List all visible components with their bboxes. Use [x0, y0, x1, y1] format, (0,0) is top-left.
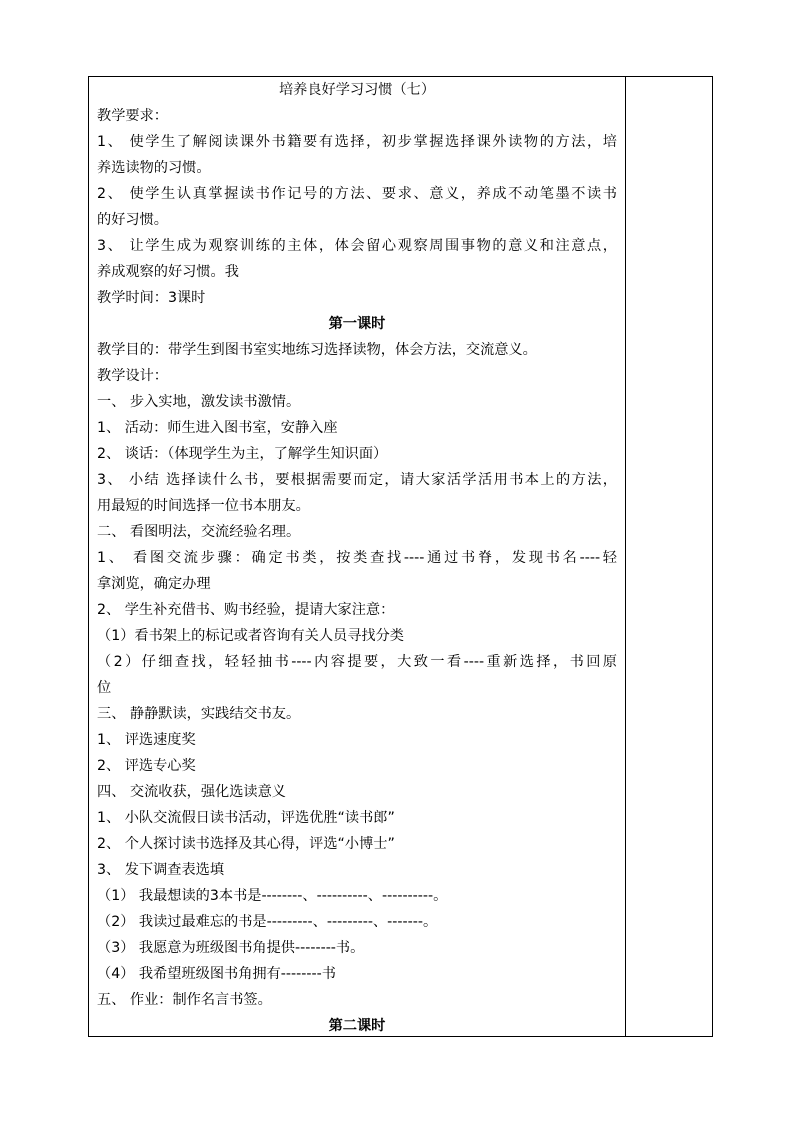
text-line: 1、 评选速度奖	[97, 732, 196, 748]
text-line: 四、 交流收获，强化选读意义	[97, 784, 286, 800]
text-line: （2） 我读过最难忘的书是---------、---------、-------。	[97, 914, 438, 930]
section-heading: 第二课时	[328, 1018, 386, 1034]
document-title: 培养良好学习习惯（七）	[278, 82, 436, 98]
text-line: 教学时间：3课时	[97, 290, 206, 306]
text-line: 1、 小队交流假日读书活动，评选优胜“读书郎”	[97, 810, 395, 826]
text-line: 2、 个人探讨读书选择及其心得，评选“小博士”	[97, 836, 395, 852]
text-line: 1、 看图交流步骤：确定书类，按类查找----通过书脊，发现书名----轻	[97, 550, 617, 566]
text-line: 3、 小结 选择读什么书，要根据需要而定，请大家活学活用书本上的方法，	[97, 472, 617, 488]
text-line: 2、 谈话：（体现学生为主，了解学生知识面）	[97, 446, 388, 462]
text-line: （3） 我愿意为班级图书角提供--------书。	[97, 940, 365, 956]
text-line: 3、 发下调查表选填	[97, 862, 225, 878]
text-line: （2）仔细查找，轻轻抽书----内容提要，大致一看----重新选择，书回原	[97, 654, 617, 670]
text-line: 的好习惯。	[97, 212, 168, 228]
text-line: 教学目的：带学生到图书室实地练习选择读物，体会方法，交流意义。	[97, 342, 537, 358]
text-line: 用最短的时间选择一位书本朋友。	[97, 498, 310, 514]
text-line: 3、 让学生成为观察训练的主体，体会留心观察周围事物的意义和注意点，	[97, 238, 617, 254]
text-line: 二、 看图明法，交流经验名理。	[97, 524, 301, 540]
text-line: 教学设计：	[97, 368, 168, 384]
text-line: 2、 评选专心奖	[97, 758, 196, 774]
text-line: （4） 我希望班级图书角拥有--------书	[97, 966, 336, 982]
text-line: 1、 活动：师生进入图书室，安静入座	[97, 420, 338, 436]
text-line: 五、 作业：制作名言书签。	[97, 992, 272, 1008]
text-line: 三、 静静默读，实践结交书友。	[97, 706, 301, 722]
lesson-plan-table	[88, 76, 713, 1037]
text-line: （1） 我最想读的3本书是--------、----------、----------。	[97, 888, 448, 904]
text-line: 养成观察的好习惯。我	[97, 264, 239, 280]
notes-column	[625, 77, 626, 1036]
text-line: 一、 步入实地，激发读书激情。	[97, 394, 301, 410]
text-line: 养选读物的习惯。	[97, 160, 211, 176]
text-line: 拿浏览，确定办理	[97, 576, 211, 592]
text-line: 2、 学生补充借书、购书经验，提请大家注意：	[97, 602, 395, 618]
text-line: 1、 使学生了解阅读课外书籍要有选择，初步掌握选择课外读物的方法，培	[97, 134, 617, 150]
text-line: （1）看书架上的标记或者咨询有关人员寻找分类	[97, 628, 404, 644]
text-line: 教学要求：	[97, 108, 168, 124]
text-line: 2、 使学生认真掌握读书作记号的方法、要求、意义，养成不动笔墨不读书	[97, 186, 617, 202]
text-line: 位	[97, 680, 112, 696]
section-heading: 第一课时	[328, 316, 386, 332]
